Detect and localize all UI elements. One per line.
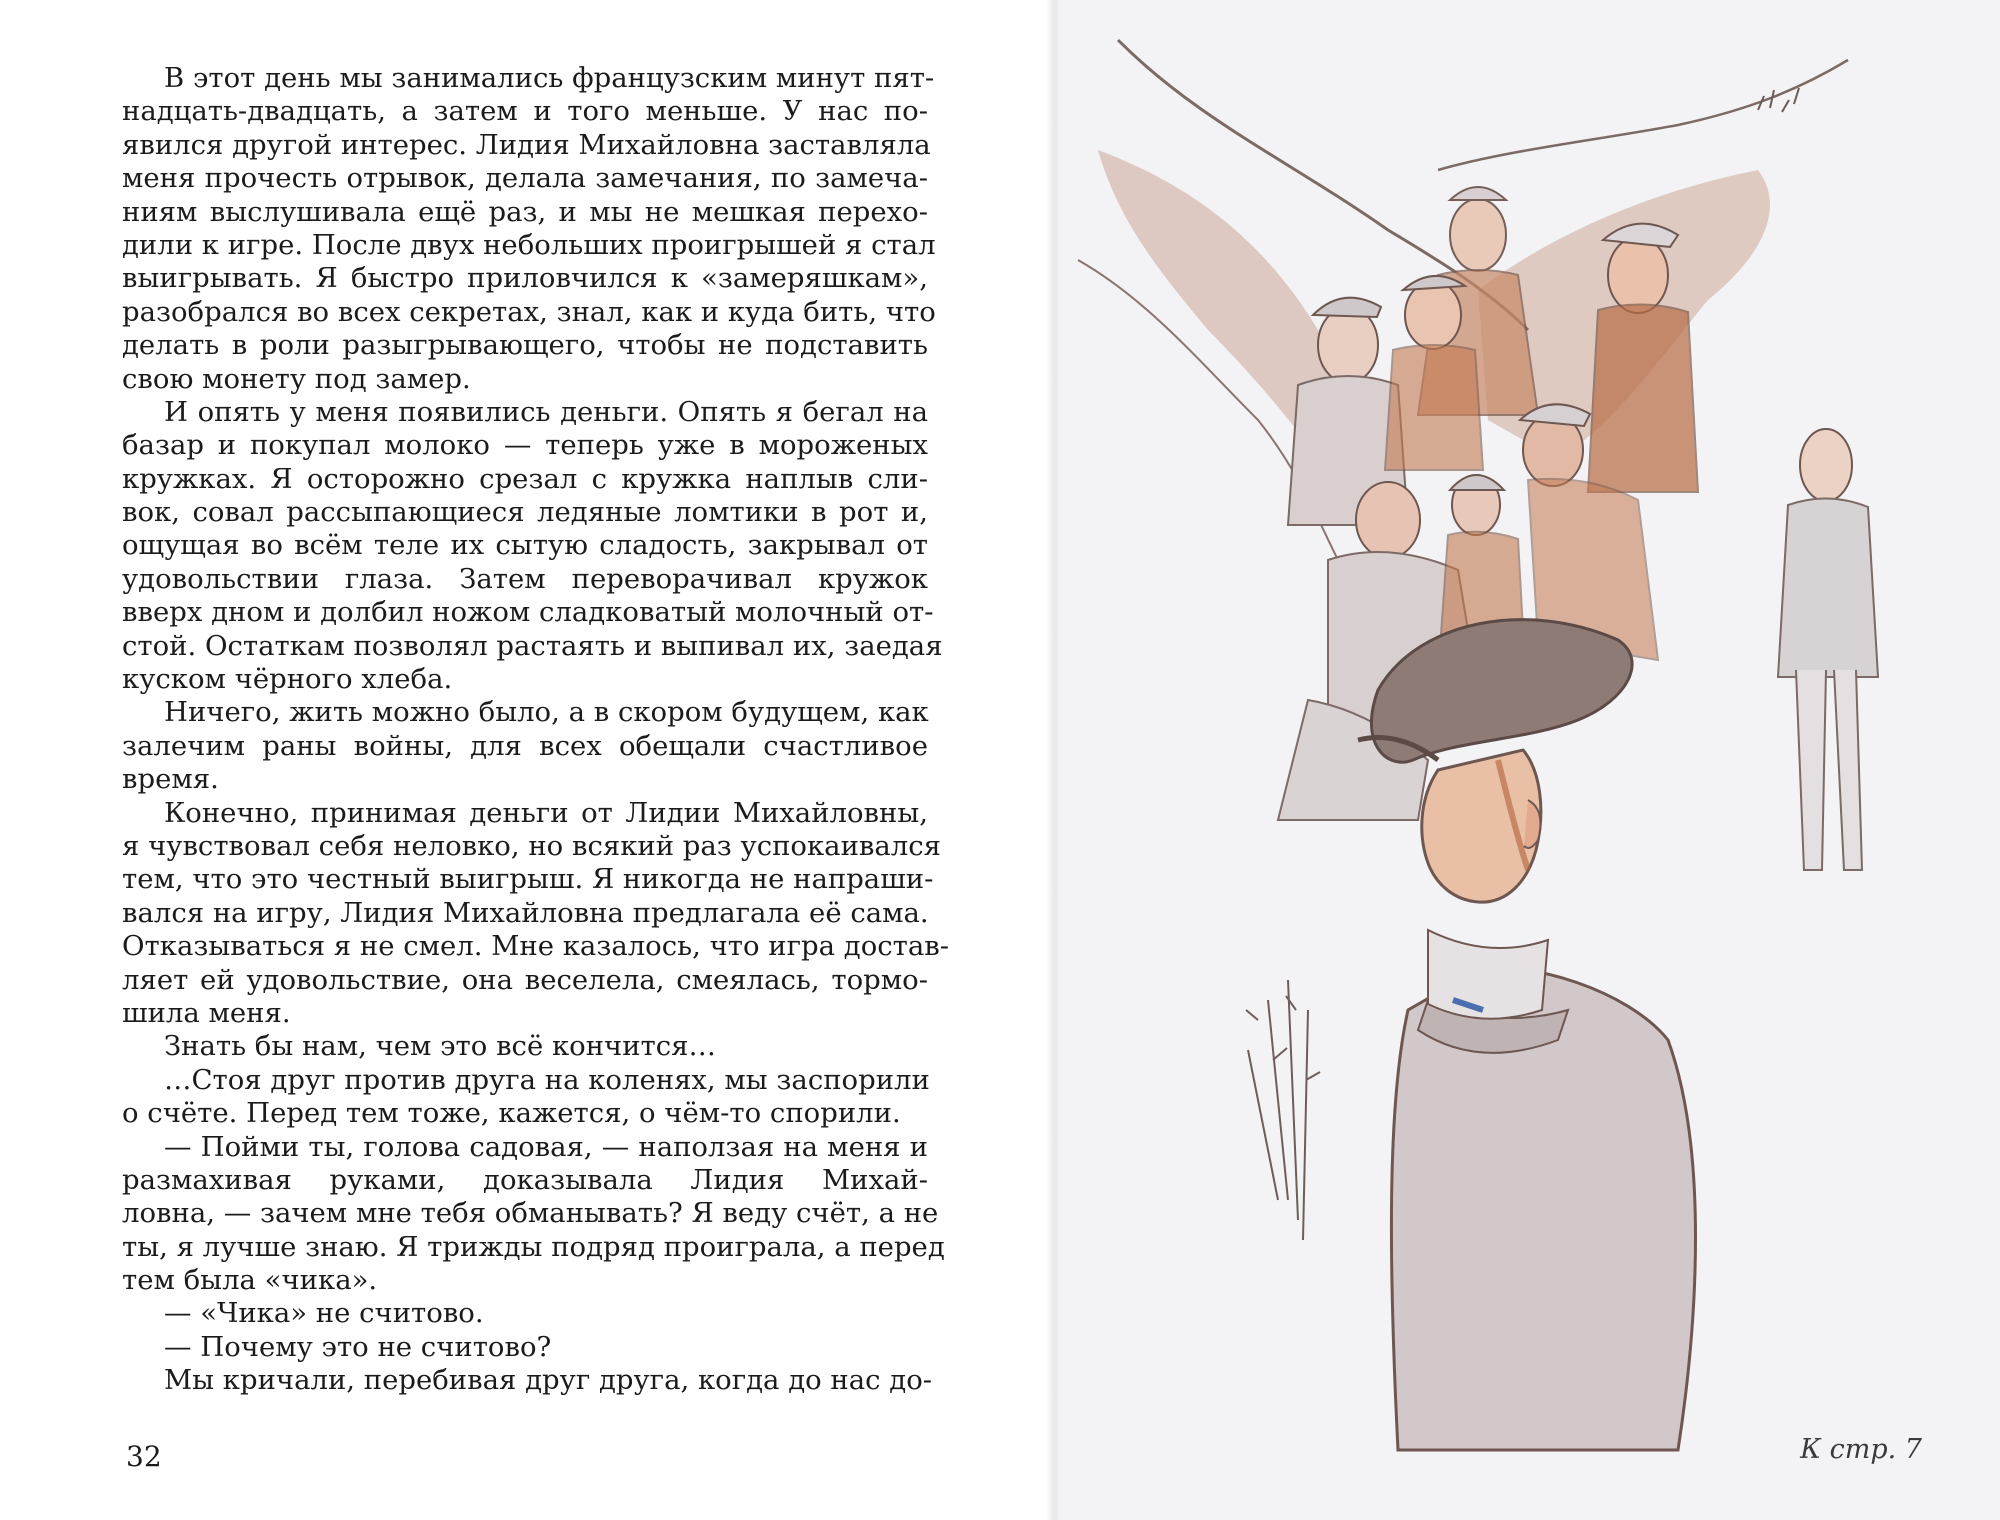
text-line: размахивая руками, доказывала Лидия Михай- bbox=[122, 1163, 928, 1196]
text-line: вался на игру, Лидия Михайловна предлагала её сама. bbox=[122, 896, 929, 929]
text-line: я чувствовал себя неловко, но всякий раз успокаивался bbox=[122, 829, 941, 862]
page-number: 32 bbox=[126, 1440, 162, 1473]
text-line: ниям выслушивала ещё раз, и мы не мешкая перехо- bbox=[122, 195, 928, 228]
text-line: Мы кричали, перебивая друг друга, когда до нас до- bbox=[164, 1364, 933, 1397]
text-line: делать в роли разыгрывающего, чтобы не подставить bbox=[122, 329, 928, 362]
text-line: Ничего, жить можно было, а в скором будущем, как bbox=[164, 696, 929, 729]
foreground-boy-sweater bbox=[1428, 930, 1548, 1019]
text-line: меня прочесть отрывок, делала замечания, по замеча- bbox=[122, 162, 928, 195]
text-line: ты, я лучше знаю. Я трижды подряд проиграла, а перед bbox=[122, 1230, 945, 1263]
text-line: вверх дном и долбил ножом сладковатый молочный от- bbox=[122, 596, 934, 629]
text-line: Знать бы нам, чем это всё кончится… bbox=[164, 1030, 717, 1063]
foreground-boy-face bbox=[1422, 750, 1541, 902]
text-line: — «Чика» не считово. bbox=[164, 1297, 484, 1330]
text-line: дили к игре. После двух небольших проигрышей я стал bbox=[122, 228, 936, 261]
text-line: шила меня. bbox=[122, 996, 291, 1029]
text-line: выигрывать. Я быстро приловчился к «замеряшкам», bbox=[122, 262, 928, 295]
illustration-caption: К стр. 7 bbox=[1800, 1434, 1922, 1465]
text-line: явился другой интерес. Лидия Михайловна заставляла bbox=[122, 128, 931, 161]
body-text bbox=[122, 62, 950, 1398]
text-line: вок, совал рассыпающиеся ледяные ломтики в рот и, bbox=[122, 496, 928, 529]
hill-ridge-line-2 bbox=[1438, 60, 1848, 170]
text-line: куском чёрного хлеба. bbox=[122, 663, 453, 696]
text-line: базар и покупал молоко — теперь уже в мороженых bbox=[122, 429, 928, 462]
text-line: ляет ей удовольствие, она веселела, смеялась, тормо- bbox=[122, 963, 928, 996]
text-line: В этот день мы занимались французским минут пят- bbox=[164, 62, 935, 94]
text-line: тем, что это честный выигрыш. Я никогда не напраши- bbox=[122, 863, 934, 896]
text-line: надцать-двадцать, а затем и того меньше. У нас по- bbox=[122, 95, 928, 128]
right-page bbox=[1058, 0, 2000, 1520]
text-line: Конечно, принимая деньги от Лидии Михайловны, bbox=[164, 796, 928, 829]
text-line: время. bbox=[122, 763, 219, 796]
text-line: — Пойми ты, голова садовая, — наползая на меня и bbox=[164, 1130, 928, 1163]
text-line: И опять у меня появились деньги. Опять я бегал на bbox=[164, 395, 928, 428]
text-line: …Стоя друг против друга на коленях, мы заспорили bbox=[164, 1063, 930, 1096]
text-line: ощущая во всём теле их сытую сладость, закрывал от bbox=[122, 529, 928, 562]
text-line: стой. Остаткам позволял растаять и выпивал их, заедая bbox=[122, 629, 943, 662]
text-line: кружках. Я осторожно срезал с кружка наплыв сли- bbox=[122, 462, 928, 495]
text-line: тем была «чика». bbox=[122, 1264, 378, 1297]
text-line: разобрался во всех секретах, знал, как и куда бить, что bbox=[122, 295, 936, 328]
text-line: залечим раны войны, для всех обещали счастливое bbox=[122, 729, 928, 762]
text-line: свою монету под замер. bbox=[122, 362, 471, 395]
text-line: о счёте. Перед тем тоже, кажется, о чём-то спорили. bbox=[122, 1097, 901, 1130]
text-line: ловна, — зачем мне тебя обманывать? Я веду счёт, а не bbox=[122, 1197, 939, 1230]
text-line: Отказываться я не смел. Мне казалось, что игра достав- bbox=[122, 930, 950, 963]
foreground-boy bbox=[1358, 620, 1696, 1450]
boy-standing-right bbox=[1778, 429, 1878, 870]
text-line: — Почему это не считово? bbox=[164, 1330, 552, 1363]
text-line: удовольствии глаза. Затем переворачивал кружок bbox=[122, 562, 928, 595]
illustration-boys-playing bbox=[1058, 0, 2000, 1520]
